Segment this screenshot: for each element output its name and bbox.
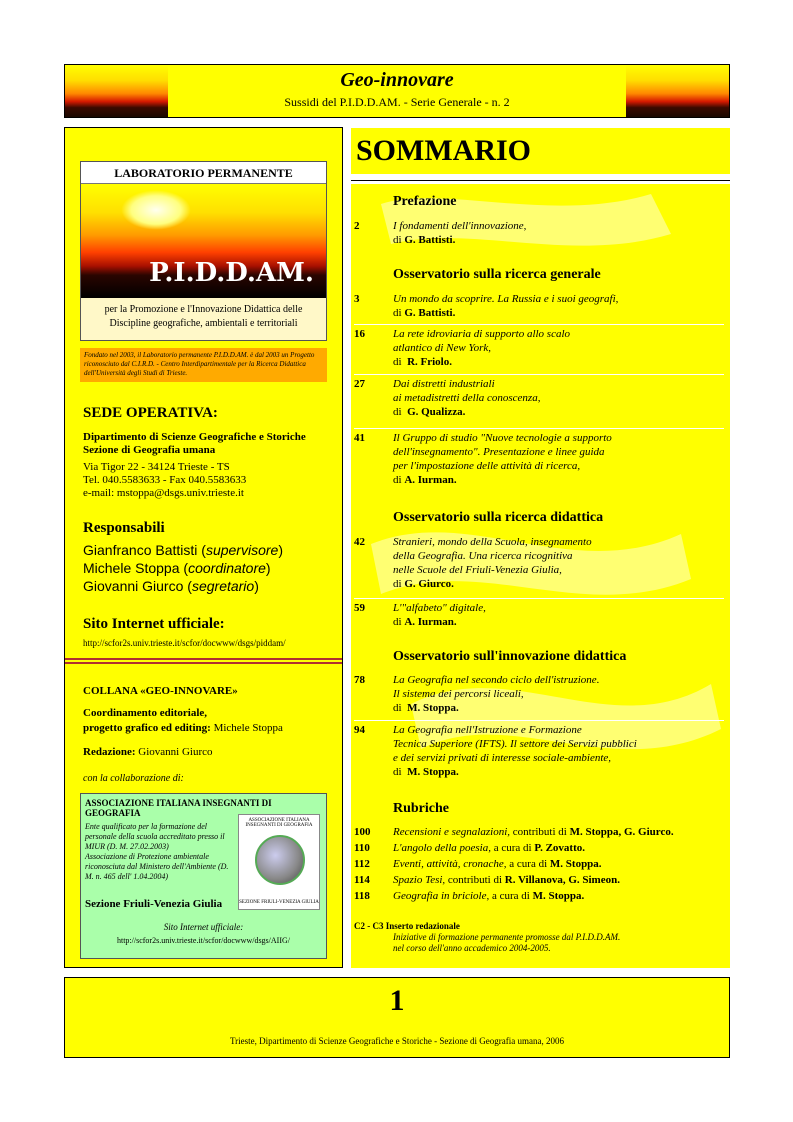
page-number: 112	[354, 858, 370, 870]
entry-title: Il sistema dei percorsi liceali,	[393, 688, 524, 700]
entry-title: Il Gruppo di studio "Nuove tecnologie a supporto	[393, 432, 612, 444]
rubrica-entry[interactable]	[354, 825, 726, 839]
lab-heading: LABORATORIO PERMANENTE	[81, 162, 326, 184]
toc-entry[interactable]	[354, 535, 724, 591]
person-role: segretario	[191, 578, 255, 594]
aiig-box	[80, 793, 327, 959]
by-prefix: di	[393, 474, 402, 486]
inserto-line: Iniziative di formazione permanente promosse dal P.I.D.D.AM.	[393, 932, 621, 942]
rubrica-mid: contributi di	[512, 826, 567, 838]
lab-banner	[80, 161, 327, 341]
rubrica-title: Recensioni e segnalazioni,	[393, 826, 511, 838]
person-name: Michele Stoppa	[83, 560, 180, 576]
lab-desc-line: Discipline geografiche, ambientali e territoriali	[109, 318, 298, 329]
entry-author: G. Battisti.	[404, 234, 456, 246]
address: Via Tigor 22 - 34124 Trieste - TS	[83, 461, 230, 473]
aiig-heading: ASSOCIAZIONE ITALIANA INSEGNANTI DI GEOGRAFIA	[85, 798, 272, 818]
toc-entry[interactable]	[354, 374, 724, 419]
aiig-text-1: Ente qualificato per la formazione del personale della scuola accreditato presso il MIUR (D. M. 27.02.2003)	[85, 822, 225, 851]
person-name: Gianfranco Battisti	[83, 542, 198, 558]
page-number: 110	[354, 842, 370, 854]
rubrica-authors: M. Stoppa.	[532, 890, 585, 902]
entry-title: I fondamenti dell'innovazione,	[393, 220, 527, 232]
table-of-contents	[351, 184, 730, 968]
page-number: 59	[354, 602, 365, 614]
person-name: Giovanni Giurco	[83, 578, 184, 594]
page-footer	[64, 977, 730, 1058]
rubrica-title: Eventi, attività, cronache,	[393, 858, 507, 870]
info-column	[64, 127, 343, 968]
toc-entry[interactable]	[354, 598, 724, 629]
page-header	[64, 64, 730, 118]
series-title: Geo-innovare	[340, 69, 454, 91]
rubrica-mid: contributi di	[447, 874, 502, 886]
redaz-label: Redazione:	[83, 746, 136, 758]
by-prefix: di	[393, 578, 402, 590]
department-section: Sezione di Geografia umana	[83, 444, 216, 456]
entry-author: R. Friolo.	[407, 356, 452, 368]
entry-title: Dai distretti industriali	[393, 378, 495, 390]
aiig-description	[85, 822, 235, 882]
person-row: Gianfranco Battisti (supervisore)	[83, 542, 283, 558]
footer-text: Trieste, Dipartimento di Scienze Geografiche e Storiche - Sezione di Geografia umana, 2006	[229, 1036, 565, 1046]
page-number: 27	[354, 378, 365, 390]
aiig-text-2: Associazione di Protezione ambientale riconosciuta dal Ministero dell'Ambiente (D. M. n. 465 dell' 1.04.2004)	[85, 852, 229, 881]
entry-title: La Geografia nell'Istruzione e Formazione	[393, 724, 582, 736]
collana-title: COLLANA «GEO-INNOVARE»	[83, 685, 238, 697]
entry-author: G. Qualizza.	[407, 406, 466, 418]
phone: Tel. 040.5583633 - Fax 040.5583633	[83, 474, 247, 486]
aiig-logo-top: ASSOCIAZIONE ITALIANA INSEGNANTI DI GEOGRAFIA	[245, 818, 313, 828]
lab-sunset-image	[81, 184, 326, 298]
section-title: Prefazione	[393, 194, 457, 209]
page-number: 78	[354, 674, 365, 686]
page-number: 114	[354, 874, 370, 886]
title-rule	[351, 180, 730, 181]
by-prefix: di	[393, 234, 402, 246]
site-title: Sito Internet ufficiale:	[83, 616, 225, 632]
section-title: Osservatorio sulla ricerca generale	[393, 267, 601, 282]
page-number: 42	[354, 536, 365, 548]
sun-glow	[121, 190, 191, 230]
entry-title: e dei servizi privati di interesse sociale-ambiente,	[393, 752, 612, 764]
by-prefix: di	[393, 406, 402, 418]
project-person: Michele Stoppa	[213, 722, 283, 734]
rubrica-title: Spazio Tesi,	[393, 874, 446, 886]
founding-note: Fondato nel 2003, il Laboratorio permanente P.I.D.D.AM. è dal 2003 un Progetto riconosciuto dal C.I.R.D. - Centro Interdipartimentale per la Ricerca Didattica dell'Università degli Studi di Trieste.	[80, 348, 327, 382]
section-title: Rubriche	[393, 801, 449, 816]
page-number: 2	[354, 220, 360, 232]
inserto-note	[354, 921, 620, 954]
section-title: Osservatorio sull'innovazione didattica	[393, 649, 627, 664]
rubrica-entry[interactable]	[354, 873, 726, 887]
series-subtitle: Sussidi del P.I.D.D.AM. - Serie Generale - n. 2	[284, 95, 510, 109]
page-number: 41	[354, 432, 365, 444]
lab-description	[81, 298, 326, 340]
by-prefix: di	[393, 702, 402, 714]
page-number: 100	[354, 826, 371, 838]
aiig-url-link[interactable]: http://scfor2s.univ.trieste.it/scfor/docwww/dsgs/AIIG/	[116, 936, 290, 945]
toc-entry[interactable]	[354, 292, 724, 320]
rubrica-entry[interactable]	[354, 889, 726, 903]
person-row: Michele Stoppa (coordinatore)	[83, 560, 271, 576]
toc-entry[interactable]	[354, 324, 724, 369]
rubrica-mid: a cura di	[493, 842, 532, 854]
email[interactable]: e-mail: mstoppa@dsgs.univ.trieste.it	[83, 487, 244, 499]
globe-icon	[255, 835, 305, 885]
address-block	[83, 461, 246, 500]
rubrica-mid: a cura di	[492, 890, 530, 902]
sunset-image-right	[626, 65, 729, 117]
by-prefix: di	[393, 616, 402, 628]
rubrica-title: Geografia in briciole,	[393, 890, 490, 902]
entry-title: atlantico di New York,	[393, 342, 491, 354]
entry-title: Stranieri, mondo della Scuola, insegnamento	[393, 536, 592, 548]
department-name: Dipartimento di Scienze Geografiche e Storiche	[83, 431, 306, 443]
aiig-logo-bottom: SEZIONE FRIULI-VENEZIA GIULIA	[239, 900, 319, 905]
page-number: 16	[354, 328, 365, 340]
entry-title: dell'insegnamento". Presentazione e linee guida	[393, 446, 605, 458]
aiig-logo	[238, 814, 320, 910]
section-title: Osservatorio sulla ricerca didattica	[393, 510, 604, 525]
rubrica-authors: M. Stoppa.	[549, 858, 602, 870]
entry-title: della Geografia. Una ricerca ricognitiva	[393, 550, 573, 562]
sommario-title: SOMMARIO	[351, 128, 730, 174]
responsabili-title: Responsabili	[83, 520, 165, 536]
rubrica-entry[interactable]	[354, 857, 726, 871]
sede-title: SEDE OPERATIVA:	[83, 405, 218, 421]
rubrica-entry[interactable]	[354, 841, 726, 855]
by-prefix: di	[393, 766, 402, 778]
page-number: 94	[354, 724, 365, 736]
rubrica-authors: M. Stoppa, G. Giurco.	[569, 826, 674, 838]
entry-author: G. Battisti.	[404, 307, 456, 319]
coord-label: Coordinamento editoriale,	[83, 707, 208, 719]
site-url-link[interactable]: http://scfor2s.univ.trieste.it/scfor/docwww/dsgs/piddam/	[83, 638, 286, 648]
page-number: 118	[354, 890, 370, 902]
entry-title: Tecnica Superiore (IFTS). Il settore dei Servizi pubblici	[393, 738, 637, 750]
entry-title: Un mondo da scoprire. La Russia e i suoi geografi,	[393, 293, 619, 305]
toc-entry[interactable]	[354, 219, 724, 247]
entry-title: La rete idroviaria di supporto allo scalo	[393, 328, 571, 340]
toc-entry[interactable]	[354, 720, 724, 779]
inserto-line: nel corso dell'anno accademico 2004-2005.	[393, 943, 551, 953]
entry-title: per l'impostazione delle attività di ricerca,	[393, 460, 581, 472]
collaboration-note: con la collaborazione di:	[83, 773, 184, 784]
entry-author: A. Iurman.	[404, 474, 457, 486]
project-label: progetto grafico ed editing:	[83, 722, 211, 734]
lab-name: P.I.D.D.AM.	[149, 258, 314, 288]
issue-number: 1	[389, 984, 405, 1017]
department	[83, 431, 306, 457]
person-role: coordinatore	[188, 560, 266, 576]
entry-author: M. Stoppa.	[407, 702, 459, 714]
redazione	[83, 746, 213, 758]
aiig-section: Sezione Friuli-Venezia Giulia	[85, 898, 223, 910]
toc-entry[interactable]	[354, 428, 724, 487]
aiig-site-label: Sito Internet ufficiale:	[163, 922, 244, 932]
redaz-person: Giovanni Giurco	[138, 746, 213, 758]
inserto-lead: C2 - C3 Inserto redazionale	[354, 921, 460, 931]
person-row: Giovanni Giurco (segretario)	[83, 578, 259, 594]
entry-author: G. Giurco.	[404, 578, 454, 590]
page-number: 3	[354, 293, 360, 305]
rubrica-authors: P. Zovatto.	[534, 842, 585, 854]
rubrica-title: L'angolo della poesia,	[393, 842, 491, 854]
by-prefix: di	[393, 307, 402, 319]
entry-author: A. Iurman.	[404, 616, 457, 628]
person-role: supervisore	[205, 542, 279, 558]
section-divider	[65, 658, 342, 664]
rubrica-mid: a cura di	[509, 858, 548, 870]
entry-title: ai metadistretti della conoscenza,	[393, 392, 541, 404]
entry-title: L'"alfabeto" digitale,	[393, 602, 486, 614]
responsabili-list	[83, 541, 283, 595]
entry-title: nelle Scuole del Friuli-Venezia Giulia,	[393, 564, 562, 576]
entry-title: La Geografia nel secondo ciclo dell'istruzione.	[393, 674, 600, 686]
toc-entry[interactable]	[354, 673, 724, 715]
by-prefix: di	[393, 356, 402, 368]
lab-desc-line: per la Promozione e l'Innovazione Didattica delle	[104, 304, 303, 315]
entry-author: M. Stoppa.	[407, 766, 459, 778]
rubrica-authors: R. Villanova, G. Simeon.	[504, 874, 620, 886]
sunset-image-left	[65, 65, 168, 117]
editorial-credits	[83, 706, 283, 736]
